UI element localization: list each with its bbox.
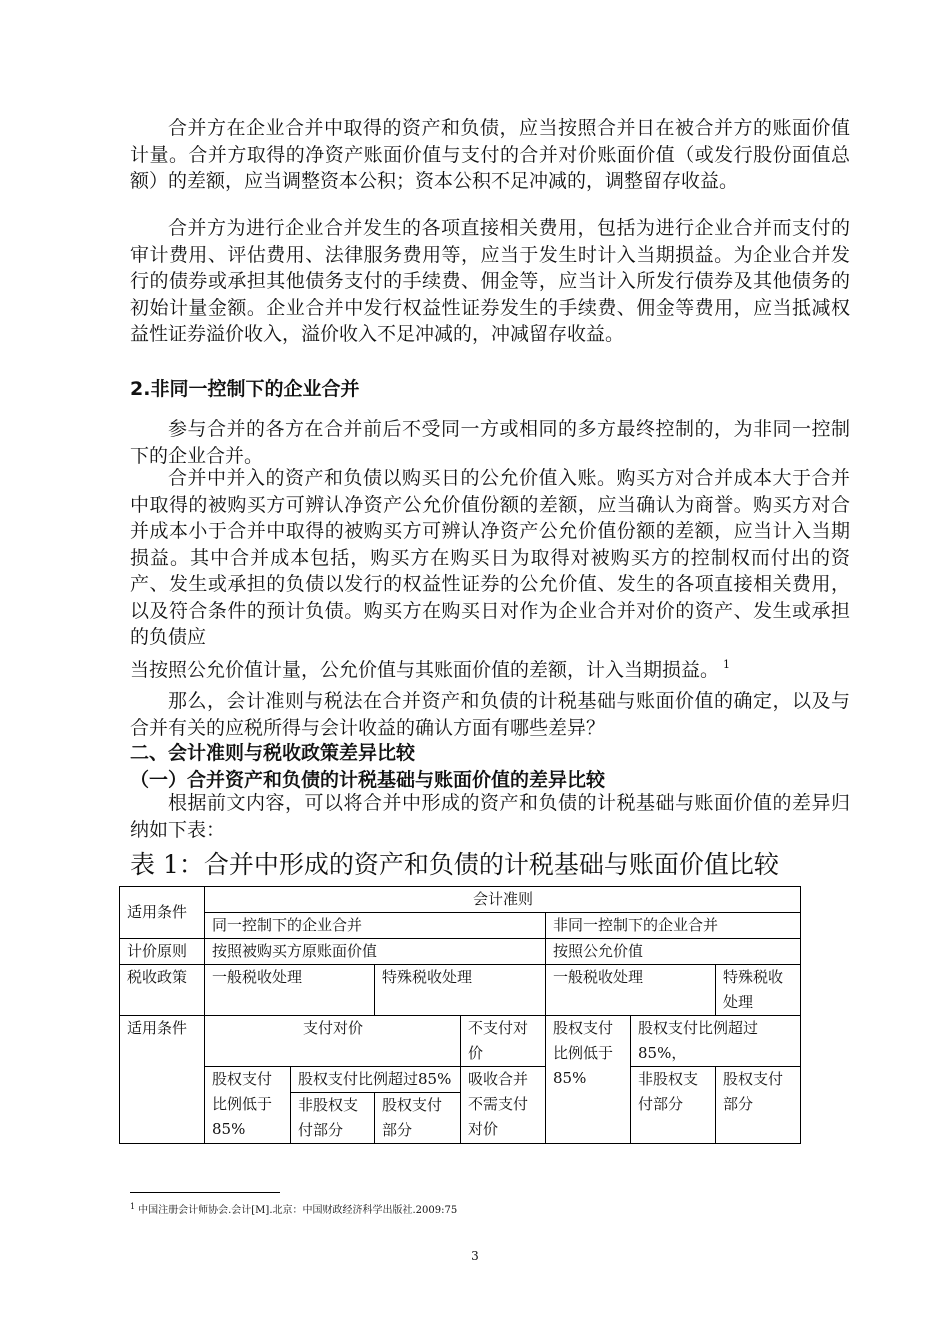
table-cell: 特殊税收处理 [375,965,546,1016]
table-cell: 税收政策 [120,965,205,1016]
table-row [120,965,801,1016]
subsection-heading-tax-basis: （一）合并资产和负债的计税基础与账面价值的差异比较 [130,769,606,791]
table-cell: 按照公允价值 [546,939,801,965]
heading-non-common-control: 2.非同一控制下的企业合并 [130,378,360,400]
paragraph-fair-value-accounting-end [130,652,850,684]
table-cell: 股权支付比例超过85% [291,1067,461,1093]
table-cell: 非股权支付部分 [291,1093,375,1144]
table-row [120,913,801,939]
table-cell: 支付对价 [205,1016,461,1067]
table-cell: 股权支付比例低于85% [205,1067,291,1144]
table-cell: 股权支付部分 [375,1093,461,1144]
paragraph-non-common-control-definition: 参与合并的各方在合并前后不受同一方或相同的多方最终控制的，为非同一控制下的企业合并。 [130,418,850,467]
table-cell: 计价原则 [120,939,205,965]
table-row [120,1016,801,1067]
table-cell: 非同一控制下的企业合并 [546,913,801,939]
page-number: 3 [471,1249,479,1263]
paragraph-merger-direct-costs: 合并方为进行企业合并发生的各项直接相关费用，包括为进行企业合并而支付的审计费用、评估费用、法律服务费用等，应当于发生时计入当期损益。为企业合并发行的债券或承担其他债务支付的手续费、佣金等，应当计入所发行债券及其他债务的初始计量金额。企业合并中发行权益性证券发生的手续费、佣金等费用，应当抵减权益性证券溢价收入，溢价收入不足冲减的，冲减留存收益。 [130,217,850,345]
table-cell: 股权支付部分 [716,1067,801,1144]
comparison-table [119,886,801,1144]
footnote-reference[interactable]: 1 [723,658,731,671]
footnote-number: 1 [130,1202,136,1211]
table-cell: 按照被购买方原账面价值 [205,939,546,965]
table-cell: 适用条件 [120,887,205,939]
table-cell: 不支付对价 [461,1016,546,1067]
table-cell: 特殊税收处理 [716,965,801,1016]
table-row [120,939,801,965]
table-cell: 吸收合并不需支付对价 [461,1067,546,1144]
footnote-text: 中国注册会计师协会.会计[M].北京：中国财政经济科学出版社.2009:75 [138,1205,458,1216]
paragraph-table-intro: 根据前文内容，可以将合并中形成的资产和负债的计税基础与账面价值的差异归纳如下表： [130,792,850,841]
paragraph-fair-value-accounting: 合并中并入的资产和负债以购买日的公允价值入账。购买方对合并成本大于合并中取得的被购买方可辨认净资产公允价值份额的差额，应当确认为商誉。购买方对合并成本小于合并中取得的被购买方可辨认净资产公允价值份额的差额，应当计入当期损益。其中合并成本包括，购买方在购买日为取得对被购买方的控制权而付出的资产、发生或承担的负债以发行的权益性证券的公允价值、发生的各项直接相关费用，以及符合条件的预计负债。购买方在购买日对作为企业合并对价的资产、发生或承担的负债应 [130,467,850,648]
table-cell: 股权支付比例低于85% [546,1016,631,1144]
section-heading-comparison: 二、会计准则与税收政策差异比较 [130,742,416,764]
table-cell: 适用条件 [120,1016,205,1144]
table-row [120,1067,801,1093]
footnote [130,1201,457,1216]
paragraph-tail-text: 当按照公允价值计量，公允价值与其账面价值的差额，计入当期损益。 [130,659,720,681]
table-cell: 同一控制下的企业合并 [205,913,546,939]
table-row [120,887,801,913]
table-cell: 会计准则 [205,887,801,913]
paragraph-merger-asset-measurement: 合并方在企业合并中取得的资产和负债，应当按照合并日在被合并方的账面价值计量。合并方取得的净资产账面价值与支付的合并对价账面价值（或发行股份面值总额）的差额，应当调整资本公积；资本公积不足冲减的，调整留存收益。 [130,117,850,192]
table-cell: 一般税收处理 [205,965,375,1016]
footnote-separator [130,1192,280,1193]
table-caption: 表 1：合并中形成的资产和负债的计税基础与账面价值比较 [130,850,779,879]
table-cell: 一般税收处理 [546,965,716,1016]
paragraph-question: 那么，会计准则与税法在合并资产和负债的计税基础与账面价值的确定，以及与合并有关的应税所得与会计收益的确认方面有哪些差异？ [130,690,850,739]
table-cell: 股权支付比例超过85%， [631,1016,801,1067]
table-cell: 非股权支付部分 [631,1067,716,1144]
